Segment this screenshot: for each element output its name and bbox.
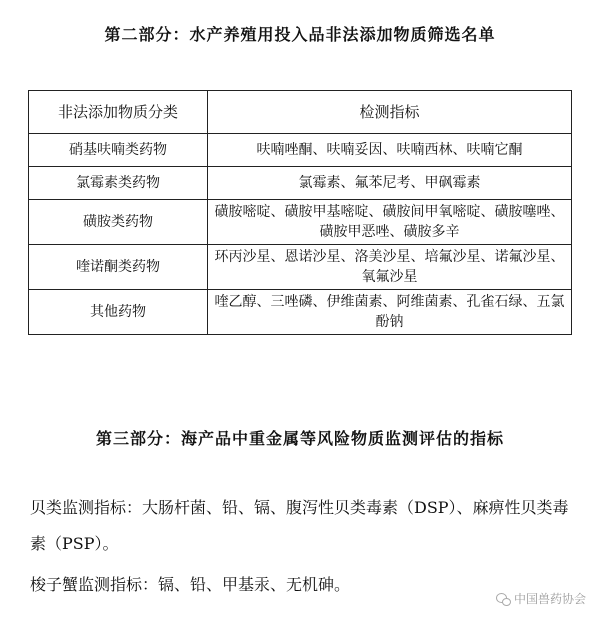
header-indicators: 检测指标 bbox=[208, 91, 572, 134]
crab-indicators-paragraph: 梭子蟹监测指标：镉、铅、甲基汞、无机砷。 bbox=[30, 575, 351, 594]
table-row bbox=[29, 245, 572, 290]
part3-title: 第三部分：海产品中重金属等风险物质监测评估的指标 bbox=[95, 429, 504, 448]
part2-title: 第二部分：水产养殖用投入品非法添加物质筛选名单 bbox=[104, 25, 496, 44]
shellfish-indicators-paragraph: 贝类监测指标：大肠杆菌、铅、镉、腹泻性贝类毒素（DSP）、麻痹性贝类毒素（PSP）。 bbox=[30, 498, 569, 553]
row-category: 磺胺类药物 bbox=[29, 200, 208, 245]
row-items: 环丙沙星、恩诺沙星、洛美沙星、培氟沙星、诺氟沙星、氧氟沙星 bbox=[208, 245, 572, 290]
row-category: 硝基呋喃类药物 bbox=[29, 134, 208, 167]
row-items: 磺胺嘧啶、磺胺甲基嘧啶、磺胺间甲氧嘧啶、磺胺噻唑、磺胺甲恶唑、磺胺多辛 bbox=[208, 200, 572, 245]
row-category: 氯霉素类药物 bbox=[29, 167, 208, 200]
table-row bbox=[29, 167, 572, 200]
row-items: 呋喃唑酮、呋喃妥因、呋喃西林、呋喃它酮 bbox=[208, 134, 572, 167]
wechat-icon bbox=[496, 593, 510, 605]
table-row bbox=[29, 200, 572, 245]
row-items: 喹乙醇、三唑磷、伊维菌素、阿维菌素、孔雀石绿、五氯酚钠 bbox=[208, 290, 572, 335]
table-header-row bbox=[29, 91, 572, 134]
watermark bbox=[496, 590, 586, 607]
row-items: 氯霉素、氟苯尼考、甲砜霉素 bbox=[208, 167, 572, 200]
row-category: 其他药物 bbox=[29, 290, 208, 335]
table-row bbox=[29, 134, 572, 167]
header-category: 非法添加物质分类 bbox=[29, 91, 208, 134]
row-category: 喹诺酮类药物 bbox=[29, 245, 208, 290]
screening-table bbox=[28, 90, 572, 335]
table-row bbox=[29, 290, 572, 335]
watermark-text: 中国兽药协会 bbox=[513, 592, 586, 606]
